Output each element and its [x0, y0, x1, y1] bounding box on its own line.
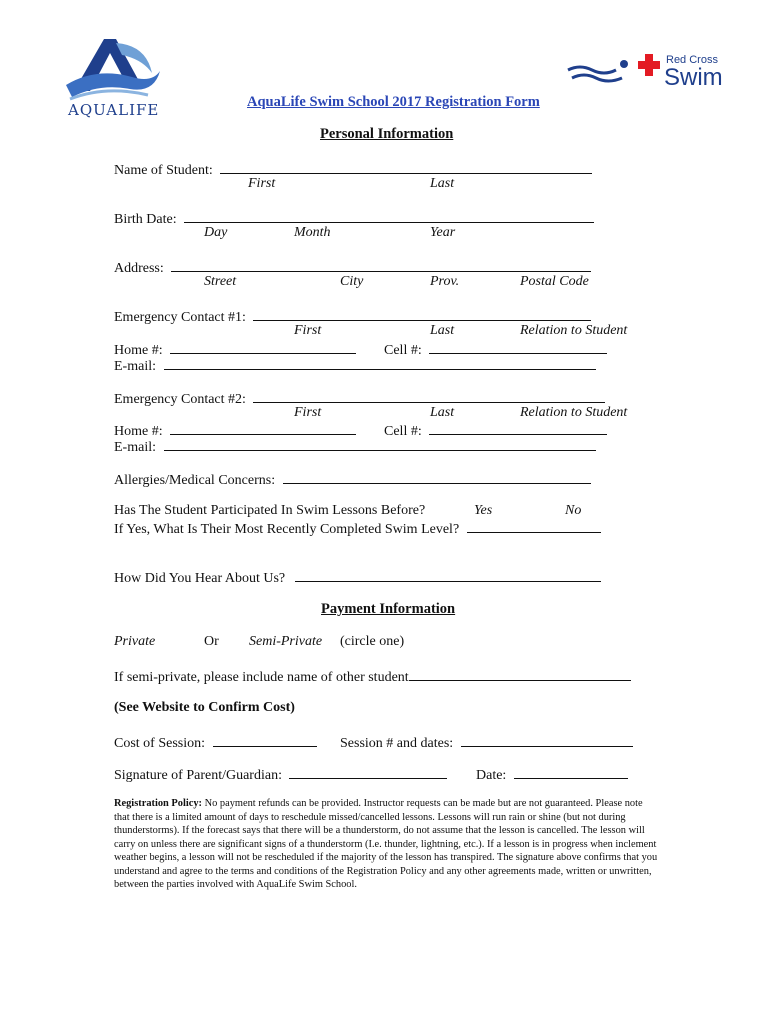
- address-city-caption: City: [340, 274, 364, 289]
- emergency2-relation-caption: Relation to Student: [520, 405, 628, 420]
- emergency1-email-row: [114, 356, 596, 375]
- session-label: Session # and dates:: [340, 736, 454, 751]
- hear-about-row: [114, 568, 601, 587]
- emergency1-last-caption: Last: [430, 323, 455, 338]
- emergency1-home-label: Home #:: [114, 343, 163, 358]
- circle-one-note: (circle one): [340, 634, 405, 649]
- cost-field[interactable]: [213, 733, 317, 747]
- participated-question: Has The Student Participated In Swim Lessons Before?: [114, 503, 426, 518]
- signature-field[interactable]: [289, 765, 447, 779]
- semi-private-label: If semi-private, please include name of other student: [114, 670, 409, 685]
- cost-label: Cost of Session:: [114, 736, 206, 751]
- allergies-row: [114, 470, 591, 489]
- redcross-swim-logo: [566, 48, 738, 98]
- hear-about-label: How Did You Hear About Us?: [114, 571, 286, 586]
- birth-date-field[interactable]: [184, 209, 594, 223]
- student-name-label: Name of Student:: [114, 163, 213, 178]
- emergency1-email-field[interactable]: [164, 356, 596, 370]
- emergency2-name-field[interactable]: [253, 389, 605, 403]
- birth-date-row: [114, 209, 594, 228]
- emergency1-label: Emergency Contact #1:: [114, 310, 246, 325]
- confirm-cost-note: (See Website to Confirm Cost): [114, 700, 295, 715]
- emergency1-email-label: E-mail:: [114, 359, 156, 374]
- address-street-caption: Street: [204, 274, 237, 289]
- aqualife-logo-text: AQUALIFE: [68, 101, 160, 119]
- address-field[interactable]: [171, 258, 591, 272]
- emergency2-home-label: Home #:: [114, 424, 163, 439]
- payment-info-heading: Payment Information: [321, 601, 456, 617]
- emergency2-email-field[interactable]: [164, 437, 596, 451]
- semi-private-field[interactable]: [409, 667, 631, 681]
- swim-text: Swim: [664, 64, 723, 91]
- date-field[interactable]: [514, 765, 628, 779]
- semi-private-row: [114, 667, 631, 686]
- address-postal-caption: Postal Code: [520, 274, 589, 289]
- emergency2-email-label: E-mail:: [114, 440, 156, 455]
- red-cross-icon: [638, 54, 660, 76]
- student-name-row: [114, 160, 592, 179]
- aqualife-logo: [56, 33, 168, 125]
- emergency1-cell-label: Cell #:: [384, 343, 422, 358]
- swim-level-row: [114, 519, 601, 538]
- form-title: AquaLife Swim School 2017 Registration Form: [247, 94, 540, 110]
- signature-label: Signature of Parent/Guardian:: [114, 768, 282, 783]
- emergency1-name-field[interactable]: [253, 307, 591, 321]
- date-row: [476, 765, 628, 784]
- participated-yes-option[interactable]: Yes: [474, 503, 493, 518]
- emergency2-email-row: [114, 437, 596, 456]
- student-first-caption: First: [248, 176, 276, 191]
- address-prov-caption: Prov.: [430, 274, 460, 289]
- personal-info-heading: Personal Information: [320, 126, 454, 142]
- student-name-field[interactable]: [220, 160, 592, 174]
- date-label: Date:: [476, 768, 507, 783]
- cost-row: [114, 733, 317, 752]
- birth-month-caption: Month: [294, 225, 331, 240]
- registration-policy: [114, 797, 659, 892]
- emergency2-home-field[interactable]: [170, 421, 356, 435]
- emergency1-cell-field[interactable]: [429, 340, 607, 354]
- signature-row: [114, 765, 447, 784]
- policy-text: No payment refunds can be provided. Instructor requests can be made but are not guaranteed. Please note that there is a limited amount of days to reschedule missed/cancelled lessons. Lessons will run rain or shine (but not during thunderstorms). If the forecast says that there will be a thunderstorm, do not assume that the lesson is cancelled. The lesson will carry on unless there are significant signs of a thunderstorm (I.e. thunder, lightning, etc.). If a lesson is in progress when inclement weather begins, a lesson will not be rescheduled if the majority of the lesson has transpired. The signature above confirms that you understand and agree to the terms and conditions of the Registration Policy and any other agreements made, written or unwritten, between the parties involved with AquaLife Swim School.: [114, 798, 658, 890]
- or-text: Or: [204, 634, 219, 649]
- swimmer-waves-icon: [566, 52, 636, 92]
- emergency1-home-field[interactable]: [170, 340, 356, 354]
- emergency1-first-caption: First: [294, 323, 322, 338]
- policy-label: Registration Policy:: [114, 798, 203, 809]
- emergency2-last-caption: Last: [430, 405, 455, 420]
- session-row: [340, 733, 633, 752]
- session-field[interactable]: [461, 733, 633, 747]
- emergency1-relation-caption: Relation to Student: [520, 323, 628, 338]
- swim-level-field[interactable]: [467, 519, 601, 533]
- birth-day-caption: Day: [204, 225, 228, 240]
- emergency2-first-caption: First: [294, 405, 322, 420]
- allergies-label: Allergies/Medical Concerns:: [114, 473, 276, 488]
- emergency2-cell-field[interactable]: [429, 421, 607, 435]
- address-label: Address:: [114, 261, 164, 276]
- swim-level-question: If Yes, What Is Their Most Recently Completed Swim Level?: [114, 522, 460, 537]
- birth-year-caption: Year: [430, 225, 456, 240]
- hear-about-field[interactable]: [295, 568, 601, 582]
- student-last-caption: Last: [430, 176, 455, 191]
- allergies-field[interactable]: [283, 470, 591, 484]
- emergency2-cell-label: Cell #:: [384, 424, 422, 439]
- semi-private-option[interactable]: Semi-Private: [249, 634, 323, 649]
- redcross-text: Red Cross: [666, 54, 718, 66]
- private-option[interactable]: Private: [114, 634, 156, 649]
- participated-no-option[interactable]: No: [565, 503, 582, 518]
- birth-date-label: Birth Date:: [114, 212, 177, 227]
- emergency2-label: Emergency Contact #2:: [114, 392, 246, 407]
